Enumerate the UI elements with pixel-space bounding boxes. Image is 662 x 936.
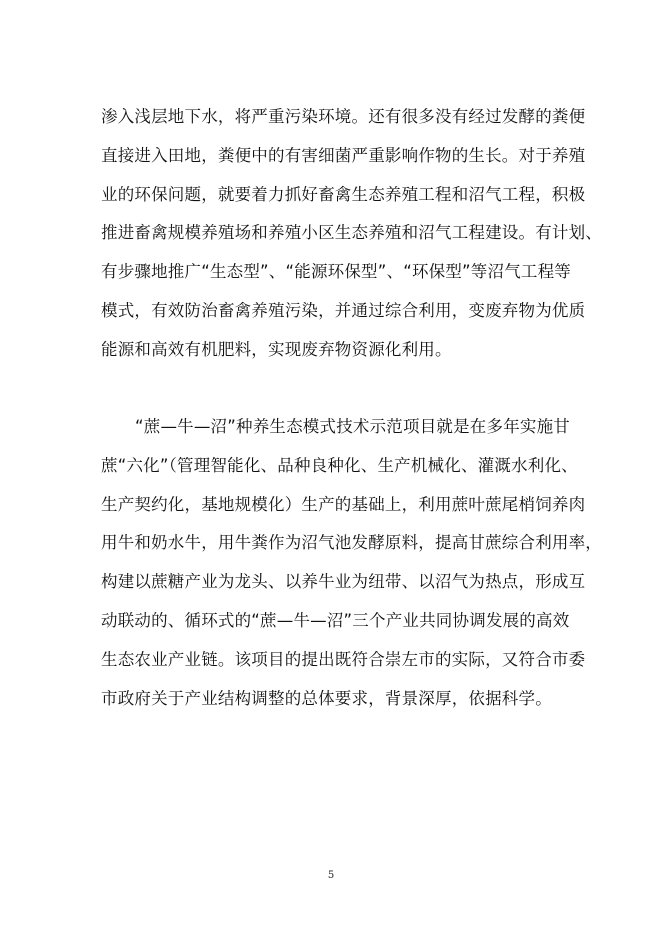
paragraph-line: 蔗“六化”（管理智能化、品种良种化、生产机械化、灌溉水利化、 [101, 455, 578, 475]
paragraph-line: 渗入浅层地下水，将严重污染环境。还有很多没有经过发酵的粪便 [101, 107, 586, 126]
paragraph-line: 动联动的、循环式的“蔗—牛—沼”三个产业共同协调发展的高效 [101, 610, 570, 630]
paragraph-line: 市政府关于产业结构调整的总体要求，背景深厚，依据科学。 [101, 688, 552, 708]
paragraph-line: 能源和高效有机肥料，实现废弃物资源化利用。 [101, 339, 452, 359]
paragraph-line: 有步骤地推广“生态型”、“能源环保型”、“环保型”等沼气工程等 [101, 262, 571, 282]
paragraph-line: 用牛和奶水牛，用牛粪作为沼气池发酵原料，提高甘蔗综合利用率， [101, 533, 602, 553]
page-number: 5 [327, 870, 335, 881]
paragraph-line: 推进畜禽规模养殖场和养殖小区生态养殖和沼气工程建设。有计划、 [101, 223, 602, 243]
paragraph-line: 生产契约化，基地规模化）生产的基础上，利用蔗叶蔗尾梢饲养肉 [101, 494, 586, 514]
paragraph-line: 模式，有效防治畜禽养殖污染，并通过综合利用，变废弃物为优质 [101, 300, 586, 320]
paragraph-1 [101, 98, 602, 370]
paragraph-line: 直接进入田地，粪便中的有害细菌严重影响作物的生长。对于养殖 [101, 145, 586, 165]
paragraph-line: “蔗—牛—沼”种养生态模式技术示范项目就是在多年实施甘 [135, 417, 570, 436]
paragraph-line: 构建以蔗糖产业为龙头、以养牛业为纽带、以沼气为热点，形成互 [101, 572, 586, 592]
paragraph-line: 业的环保问题，就要着力抓好畜禽生态养殖工程和沼气工程，积极 [101, 184, 586, 204]
paragraph-2 [101, 408, 602, 718]
paragraph-line: 生态农业产业链。该项目的提出既符合崇左市的实际，又符合市委 [101, 649, 586, 669]
